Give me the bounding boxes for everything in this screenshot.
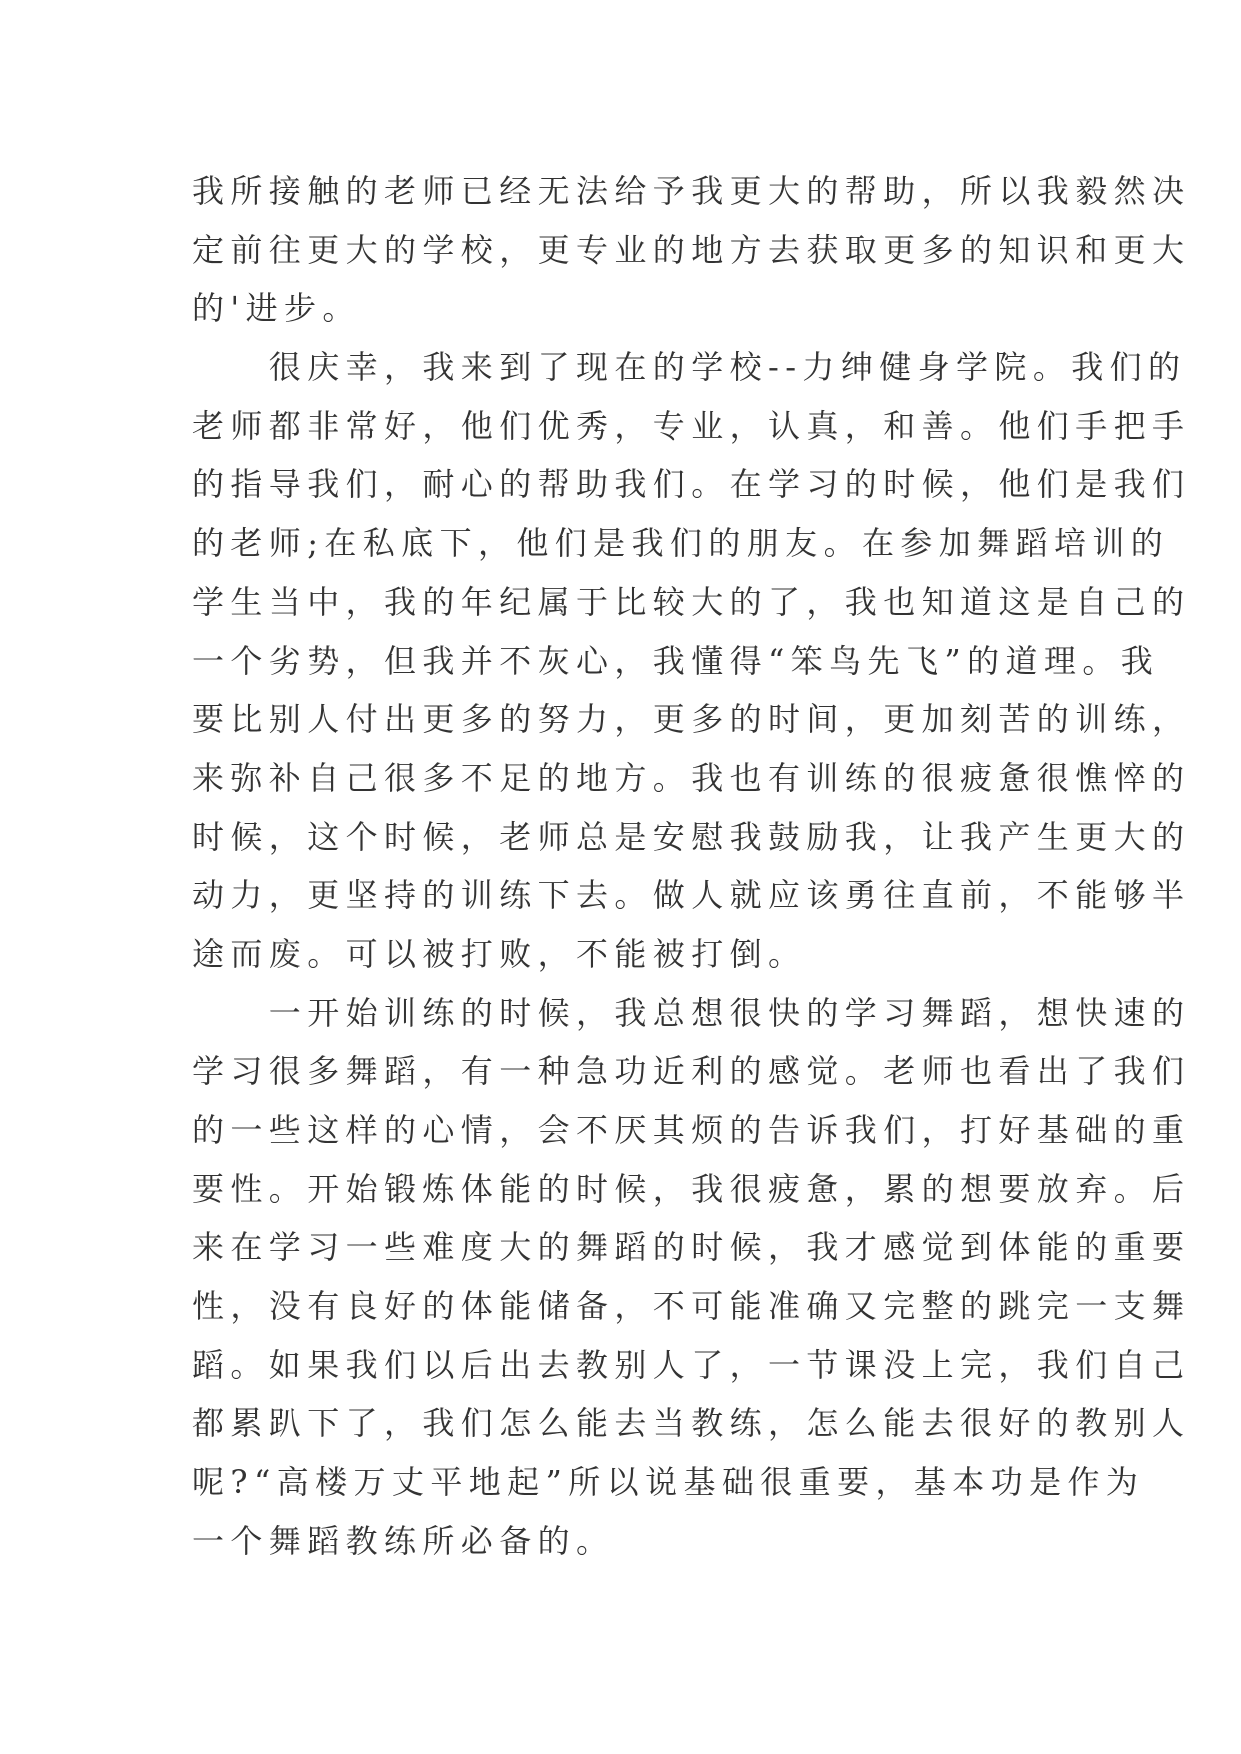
text-line: 要性。开始锻炼体能的时候，我很疲惫，累的想要放弃。后	[192, 1169, 1191, 1208]
text-line: 一个舞蹈教练所必备的。	[192, 1521, 615, 1560]
document-body	[192, 162, 1191, 1571]
text-line: 性，没有良好的体能储备，不可能准确又完整的跳完一支舞	[192, 1287, 1191, 1326]
text-line: 老师都非常好，他们优秀，专业，认真，和善。他们手把手	[192, 406, 1191, 445]
text-line: 呢?“高楼万丈平地起”所以说基础很重要，基本功是作为	[192, 1463, 1145, 1502]
text-line: 一个劣势，但我并不灰心，我懂得“笨鸟先飞”的道理。我	[192, 641, 1160, 680]
text-line: 的老师;在私底下，他们是我们的朋友。在参加舞蹈培训的	[192, 524, 1170, 563]
text-line: 时候，这个时候，老师总是安慰我鼓励我，让我产生更大的	[192, 817, 1191, 856]
text-line: 学生当中，我的年纪属于比较大的了，我也知道这是自己的	[192, 582, 1191, 621]
text-line: 来在学习一些难度大的舞蹈的时候，我才感觉到体能的重要	[192, 1228, 1191, 1267]
text-line: 蹈。如果我们以后出去教别人了，一节课没上完，我们自己	[192, 1345, 1191, 1384]
text-line: 的指导我们，耐心的帮助我们。在学习的时候，他们是我们	[192, 465, 1191, 504]
text-line: 都累趴下了，我们怎么能去当教练，怎么能去很好的教别人	[192, 1404, 1191, 1443]
text-line: 很庆幸，我来到了现在的学校--力绅健身学院。我们的	[192, 348, 1187, 387]
text-line: 的'进步。	[192, 289, 361, 328]
text-line: 来弥补自己很多不足的地方。我也有训练的很疲惫很憔悴的	[192, 758, 1191, 797]
text-line: 一开始训练的时候，我总想很快的学习舞蹈，想快速的	[192, 993, 1191, 1032]
text-line: 我所接触的老师已经无法给予我更大的帮助，所以我毅然决	[192, 172, 1191, 210]
text-line: 动力，更坚持的训练下去。做人就应该勇往直前，不能够半	[192, 876, 1191, 915]
text-line: 要比别人付出更多的努力，更多的时间，更加刻苦的训练，	[192, 700, 1191, 739]
text-line: 定前往更大的学校，更专业的地方去获取更多的知识和更大	[192, 230, 1191, 269]
text-line: 学习很多舞蹈，有一种急功近利的感觉。老师也看出了我们	[192, 1052, 1191, 1091]
text-line: 的一些这样的心情，会不厌其烦的告诉我们，打好基础的重	[192, 1111, 1191, 1149]
text-line: 途而废。可以被打败，不能被打倒。	[192, 934, 807, 973]
